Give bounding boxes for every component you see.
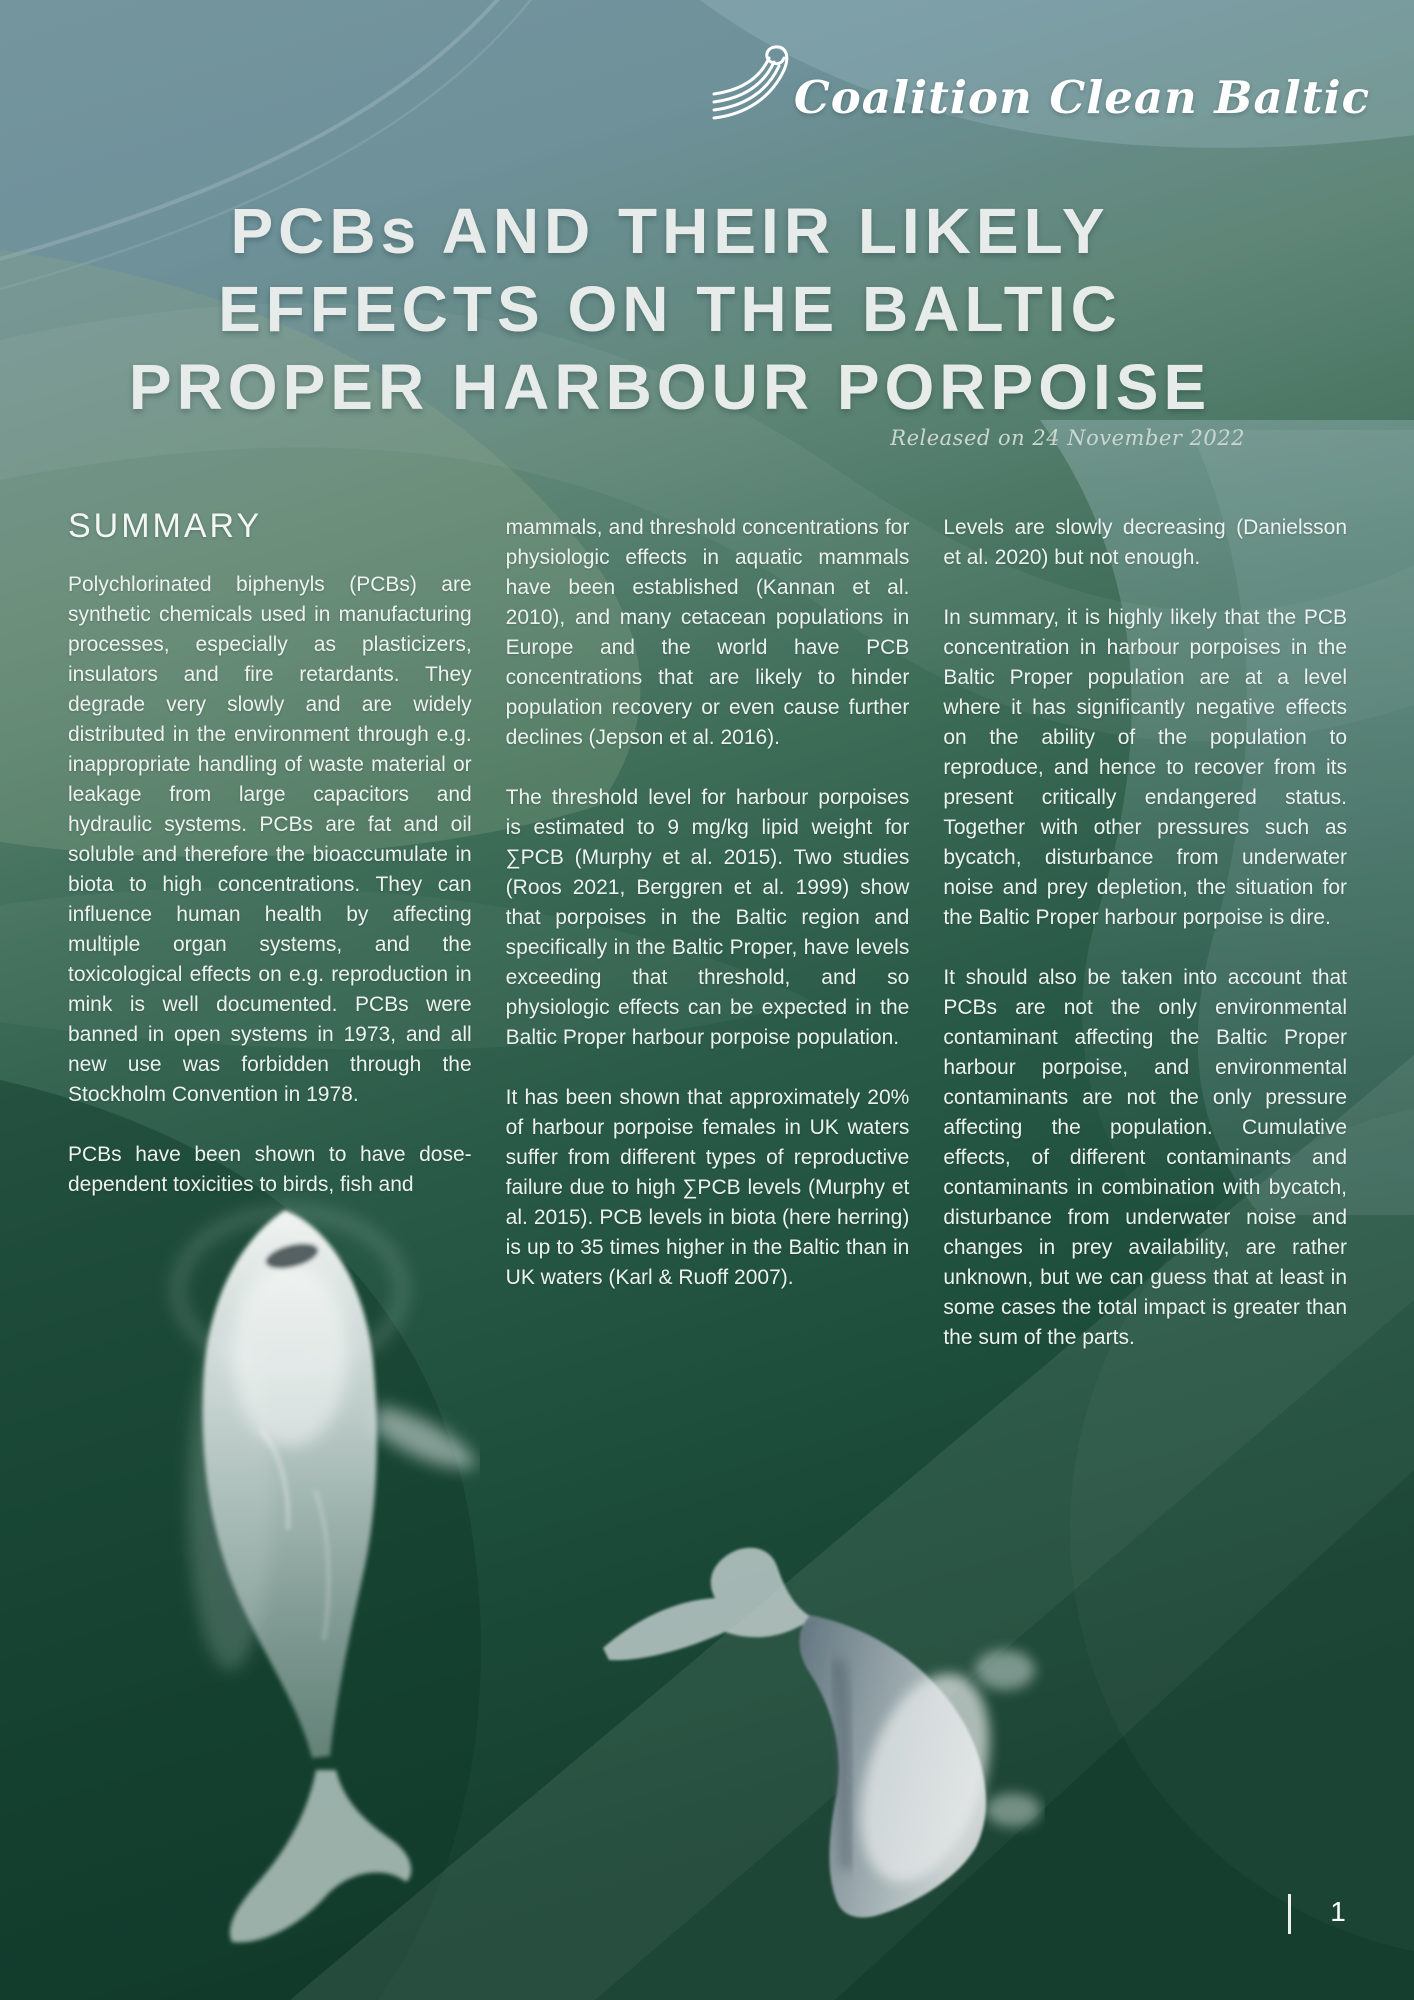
column-2 [506,513,910,1383]
page-number-divider [1288,1894,1291,1934]
title-line-3: PROPER HARBOUR PORPOISE [128,351,1212,423]
title-line-1: PCBs AND THEIR LIKELY [230,195,1110,267]
paragraph: Levels are slowly decreasing (Danielsson et al. 2020) but not enough. [943,516,1348,569]
paragraph: PCBs have been shown to have dose-dependent toxicities to birds, fish and [68,1143,472,1196]
logo [712,38,1370,124]
column-3 [943,513,1347,1383]
paragraph: In summary, it is highly likely that the PCB concentration in harbour porpoises in the Baltic Proper population are at a level where it has significantly negative effects on the ability of the population to reproduce, and hence to recover from its present critically endangered status. Together with other pressures such as bycatch, disturbance from underwater noise and prey depletion, the situation for the Baltic Proper harbour porpoise is dire. [943,606,1348,929]
page-title [95,192,1245,426]
logo-text: Coalition Clean Baltic [793,71,1370,124]
paragraph: It should also be taken into account that PCBs are not the only environmental contaminant affecting the Baltic Proper harbour porpoise, and environmental contaminants are not the only pressure affecting the population. Cumulative effects, of different contaminants and contaminants in combination with bycatch, disturbance from underwater noise and changes in prey availability, are rather unknown, but we can guess that at least in some cases the total impact is greater than the sum of the parts. [943,966,1348,1349]
title-line-2: EFFECTS ON THE BALTIC [218,273,1122,345]
paragraph: It has been shown that approximately 20% of harbour porpoise females in UK waters suffer from different types of reproductive failure due to high ∑PCB levels (Murphy et al. 2015). PCB levels in biota (here herring) is up to 35 times higher in the Baltic than in UK waters (Karl & Ruoff 2007). [505,1086,910,1289]
page-number: 1 [1330,1896,1346,1927]
summary-heading: SUMMARY [68,507,263,545]
paragraph: mammals, and threshold concentrations for physiologic effects in aquatic mammals have been established (Kannan et al. 2010), and many cetacean populations in Europe and the world have PCB concentrations that are likely to hinder population recovery or even cause further declines (Jepson et al. 2016). [505,516,910,749]
porpoise-photo-diving [585,1520,1045,1940]
paragraph: Polychlorinated biphenyls (PCBs) are synthetic chemicals used in manufacturing processes, especially as plasticizers, insulators and fire retardants. They degrade very slowly and are widely distributed in the environment through e.g. inappropriate handling of waste material or leakage from large capacitors and hydraulic systems. PCBs are fat and oil soluble and therefore the bioaccumulate in biota to high concentrations. They can influence human health by affecting multiple organ systems, and the toxicological effects on e.g. reproduction in mink is well documented. PCBs were banned in open systems in 1973, and all new use was forbidden through the Stockholm Convention in 1978. [68,573,472,1106]
release-date: Released on 24 November 2022 [890,426,1245,450]
paragraph: The threshold level for harbour porpoises is estimated to 9 mg/kg lipid weight for ∑PCB (Murphy et al. 2015). Two studies (Roos 2021, Berggren et al. 1999) show that porpoises in the Baltic region and specifically in the Baltic Proper, have levels exceeding that threshold, and so physiologic effects can be expected in the Baltic Proper harbour porpoise population. [505,786,910,1049]
porpoise-photo-large [140,1190,480,1990]
